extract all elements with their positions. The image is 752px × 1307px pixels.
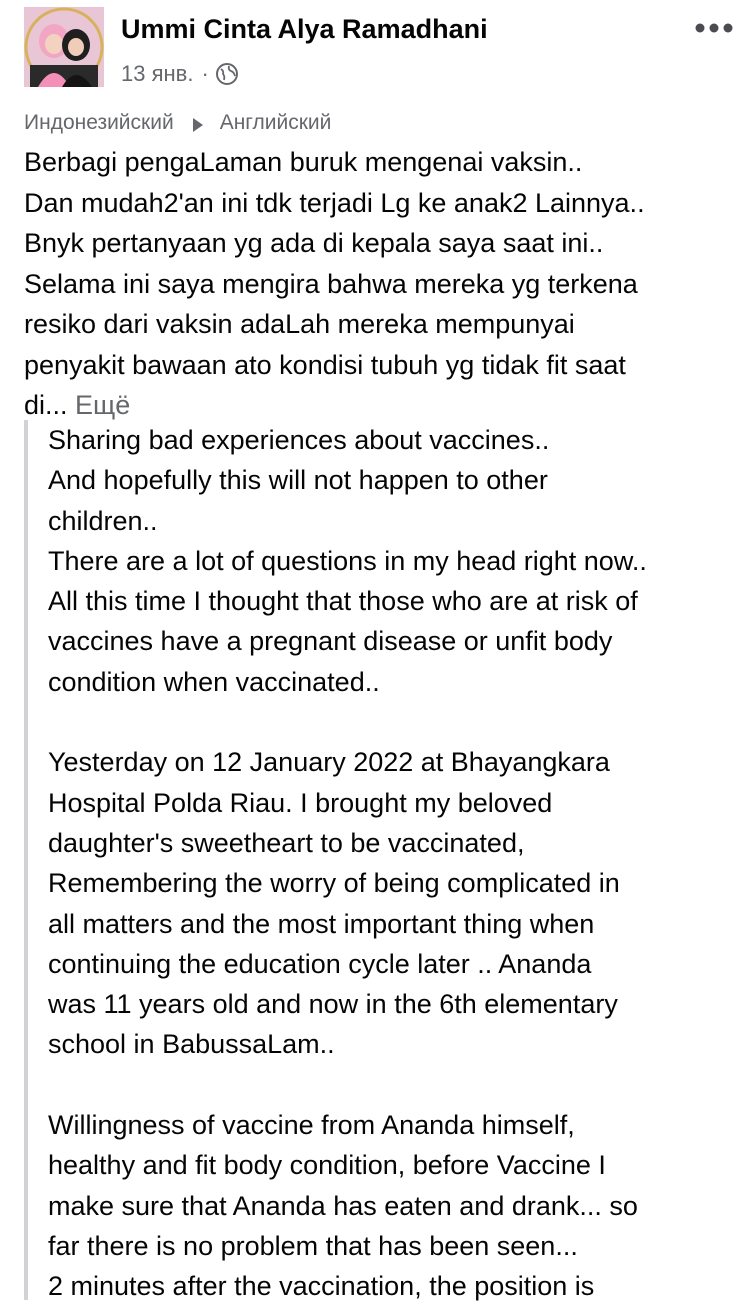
translation-line: was 11 years old and now in the 6th elementary: [48, 989, 618, 1020]
more-horizontal-icon: [694, 22, 734, 34]
translation-language-bar[interactable]: [24, 108, 331, 138]
translation-line: make sure that Ananda has eaten and drank... so: [48, 1190, 638, 1221]
original-line: Berbagi pengaLaman buruk mengenai vaksin..: [24, 147, 583, 177]
translation-line: far there is no problem that has been seen...: [48, 1230, 578, 1261]
translation-line: Willingness of vaccine from Ananda himself,: [48, 1110, 575, 1141]
translation-line: Yesterday on 12 January 2022 at Bhayangkara: [48, 747, 610, 778]
post-meta: [121, 59, 239, 89]
original-line: Selama ini saya mengira bahwa mereka yg terkena: [24, 268, 638, 299]
translation-line: There are a lot of questions in my head right now..: [48, 545, 647, 576]
translation-line: all matters and the most important thing when: [48, 908, 595, 939]
avatar-image: [24, 7, 104, 87]
play-arrow-icon: [192, 115, 204, 131]
translated-text: [48, 420, 748, 1307]
source-language: Индонезийский: [24, 111, 174, 134]
post-date[interactable]: 13 янв.: [121, 61, 194, 86]
author-avatar[interactable]: [24, 7, 104, 87]
original-post-text: [24, 142, 744, 426]
globe-icon: [215, 62, 239, 86]
target-language: Английский: [219, 111, 332, 134]
translation-line: All this time I thought that those who are at risk of: [48, 586, 638, 617]
author-name[interactable]: Ummi Cinta Alya Ramadhani: [121, 14, 488, 44]
original-line: penyakit bawaan ato kondisi tubuh yg tidak fit saat: [24, 349, 626, 380]
translation-line: And hopefully this will not happen to other: [48, 465, 548, 496]
translation-line: children..: [48, 505, 158, 536]
translation-blank-line: [48, 1065, 748, 1105]
translation-line: healthy and fit body condition, before Vaccine I: [48, 1150, 606, 1181]
translation-line: daughter's sweetheart to be vaccinated,: [48, 827, 525, 858]
post-options-button[interactable]: [692, 14, 736, 42]
translation-line: Hospital Polda Riau. I brought my beloved: [48, 787, 553, 818]
translation-block: [24, 420, 752, 1300]
original-line: Dan mudah2'an ini tdk terjadi Lg ke anak2 Lainnya..: [24, 187, 645, 218]
translation-line: vaccines have a pregnant disease or unfit body: [48, 626, 613, 657]
translation-line: continuing the education cycle later .. Ananda: [48, 948, 592, 979]
translation-line: Remembering the worry of being complicated in: [48, 868, 620, 899]
post-header: [0, 0, 752, 100]
translation-line: condition when vaccinated..: [48, 666, 380, 697]
see-more-link[interactable]: Ещё: [75, 390, 131, 420]
truncated-text: di...: [24, 390, 68, 420]
original-line: resiko dari vaksin adaLah mereka mempunyai: [24, 309, 575, 339]
translation-line: 2 minutes after the vaccination, the position is: [48, 1271, 595, 1302]
meta-separator: ·: [201, 61, 209, 86]
translation-blank-line: [48, 702, 748, 742]
original-line: Bnyk pertanyaan yg ada di kepala saya saat ini..: [24, 228, 604, 258]
translation-line: Sharing bad experiences about vaccines..: [48, 425, 550, 455]
translation-line: school in BabussaLam..: [48, 1029, 335, 1060]
